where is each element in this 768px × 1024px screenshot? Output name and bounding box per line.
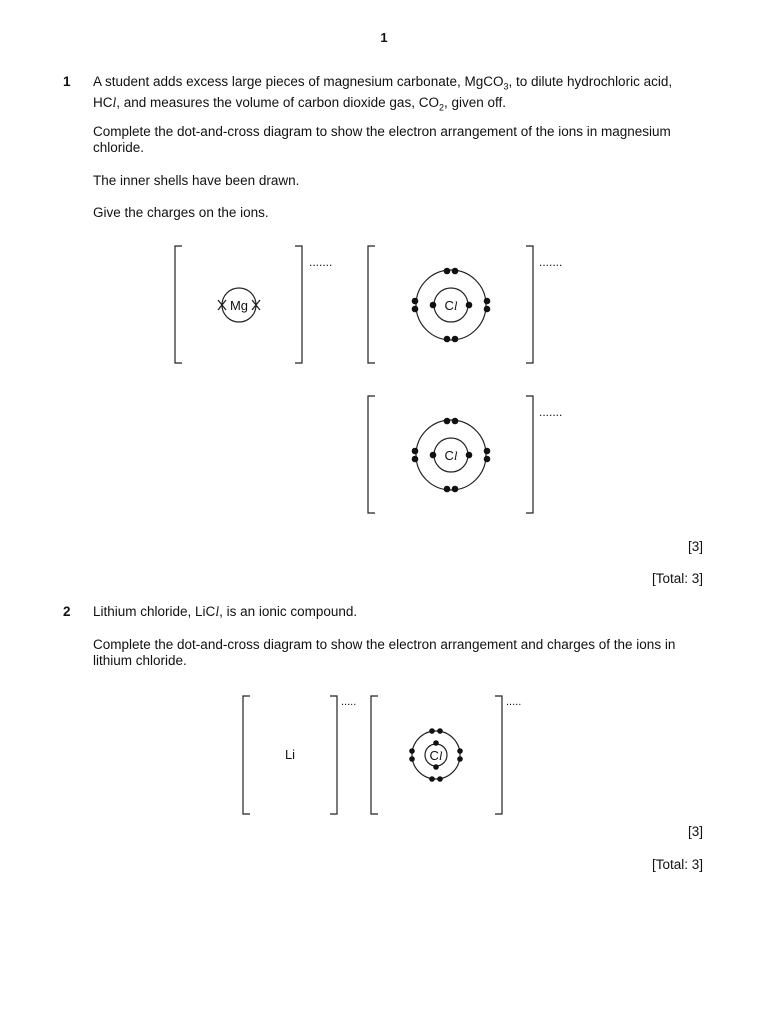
q1-sub-3: 3 (503, 81, 509, 92)
q1-stem-text: , and measures the volume of carbon dioxide gas, CO (116, 94, 439, 110)
q1-sub-2: 2 (438, 102, 444, 113)
q2-stem-l: l (215, 604, 220, 619)
cl1-symbol-l: l (453, 298, 458, 313)
q1-stem-text: A student adds excess large pieces of magnesium carbonate, MgCO (93, 74, 504, 89)
q2-marks: [3] (687, 824, 703, 839)
q1-instruction-1: Complete the dot-and-cross diagram to show the electron arrangement of the ions in magnesium chloride. (93, 124, 671, 155)
cl1-charge-blank: ....... (539, 255, 563, 269)
q1-marks: [3] (687, 539, 703, 554)
q1-total: [Total: 3] (651, 571, 703, 586)
cl2-right-bracket (526, 396, 533, 513)
mg-right-bracket (295, 246, 302, 363)
q2-instruction: Complete the dot-and-cross diagram to show the electron arrangement and charges of the ions in lithium chloride. (93, 637, 676, 668)
q1-instruction-3: Give the charges on the ions. (93, 205, 269, 220)
q2-stem-text: Lithium chloride, LiC (93, 604, 216, 619)
q1-stem-text: , given off. (443, 94, 507, 110)
q1-instruction-2: The inner shells have been drawn. (93, 173, 300, 188)
cl1-symbol (444, 298, 457, 313)
page-number: 1 (380, 30, 388, 45)
cl1-symbol-c: C (444, 298, 454, 313)
cl2-charge-blank: ....... (539, 405, 563, 419)
q2-cl-right-bracket (495, 696, 502, 814)
q2-stem (93, 604, 708, 620)
q2-total: [Total: 3] (651, 857, 703, 872)
mg-charge-blank: ....... (309, 255, 333, 269)
cl2-left-bracket (368, 396, 375, 513)
mg-left-bracket (175, 246, 182, 363)
q1-stem-l: l (112, 94, 117, 110)
q2-stem-text: , is an ionic compound. (219, 604, 358, 619)
li-left-bracket (243, 696, 250, 814)
cl1-right-bracket (526, 246, 533, 363)
q2-cl-symbol (429, 748, 442, 763)
q2-cl-symbol-c: C (429, 748, 439, 763)
cl2-symbol (444, 448, 457, 463)
li-charge-blank: ..... (341, 696, 357, 708)
cl2-symbol-c: C (444, 448, 454, 463)
cl1-left-bracket (368, 246, 375, 363)
li-right-bracket (330, 696, 337, 814)
li-symbol: Li (284, 747, 296, 762)
q2-cl-charge-blank: ..... (506, 696, 522, 708)
question-number-2: 2 (63, 604, 71, 619)
cl2-symbol-l: l (453, 448, 458, 463)
mg-symbol: Mg (229, 298, 249, 313)
q1-stem-text: , to dilute hydrochloric acid, (508, 74, 673, 89)
q1-stem-text: HC (93, 94, 113, 110)
q2-cl-symbol-l: l (438, 748, 443, 763)
question-number-1: 1 (63, 74, 71, 89)
q2-cl-left-bracket (371, 696, 378, 814)
